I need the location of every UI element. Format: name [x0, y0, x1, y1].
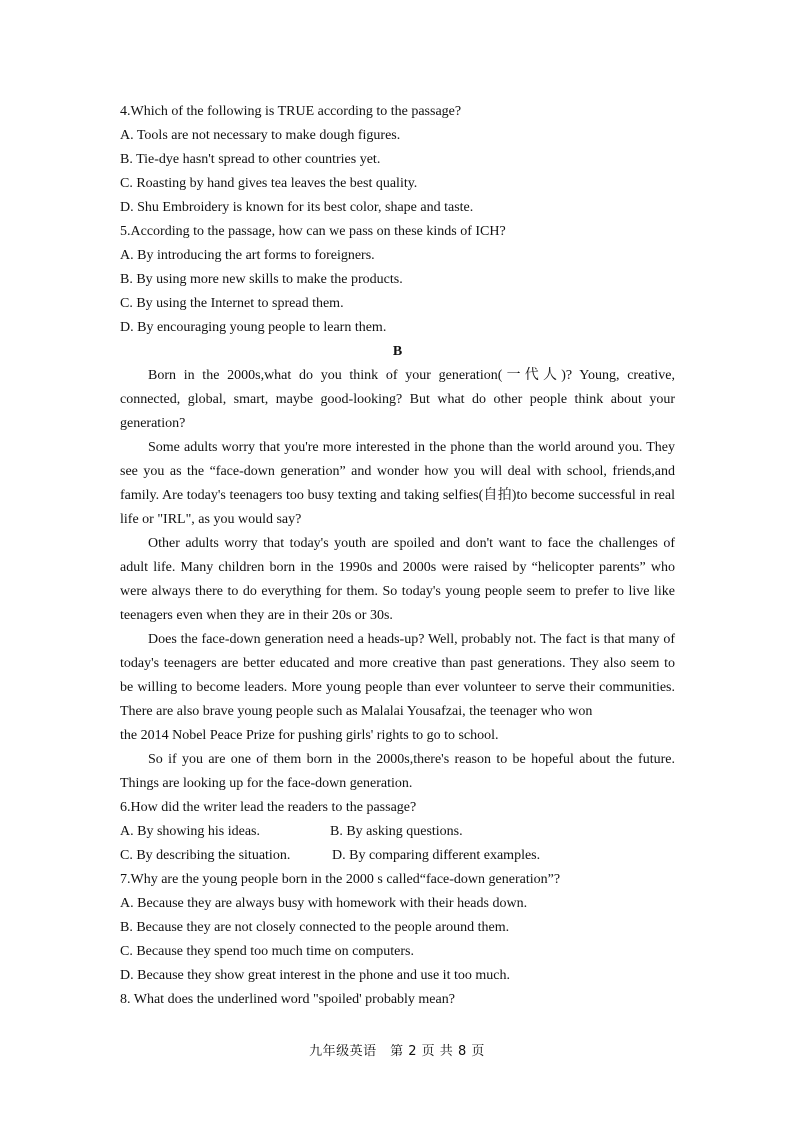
q4-option-d: D. Shu Embroidery is known for its best color, shape and taste. [120, 200, 474, 215]
q7-option-d: D. Because they show great interest in the phone and use it too much. [120, 968, 510, 983]
q5-option-d: D. By encouraging young people to learn them. [120, 320, 387, 335]
page-footer: 九年级英语 第 2 页 共 8 页 [309, 1044, 485, 1059]
q4-option-b: B. Tie-dye hasn't spread to other countries yet. [120, 152, 381, 167]
q5-option-b: B. By using more new skills to make the products. [120, 272, 403, 287]
question-7: 7.Why are the young people born in the 2000 s called“face-down generation”? [120, 872, 561, 887]
question-8: 8. What does the underlined word "spoiled' probably mean? [120, 992, 455, 1007]
question-6: 6.How did the writer lead the readers to the passage? [120, 800, 417, 815]
q5-option-c: C. By using the Internet to spread them. [120, 296, 344, 311]
section-b-heading: B [392, 344, 403, 359]
passage-paragraph-4: Does the face-down generation need a heads-up? Well, probably not. The fact is that many of today's teenagers are better educated and more creative than past generations. They also seem to be willing to become leaders. More young people than ever volunteer to serve their communities. There are also brave young people such as Malalai Yousafzai, the teenager who won [120, 632, 675, 719]
q7-option-a: A. Because they are always busy with homework with their heads down. [120, 896, 528, 911]
passage-paragraph-5: So if you are one of them born in the 2000s,there's reason to be hopeful about the future. Things are looking up for the face-down generation. [120, 752, 675, 791]
q7-option-b: B. Because they are not closely connected to the people around them. [120, 920, 510, 935]
q7-option-c: C. Because they spend too much time on computers. [120, 944, 414, 959]
passage-paragraph-1: Born in the 2000s,what do you think of your generation(一代人)? Young, creative, connected, global, smart, maybe good-looking? But what do other people think about your generation? [120, 368, 675, 431]
passage-paragraph-2: Some adults worry that you're more interested in the phone than the world around you. They see you as the “face-down generation” and wonder how you will deal with school, friends,and family. Are today's teenagers too busy texting and taking selfies(自拍)to become successful in real life or "IRL", as you would say? [120, 440, 675, 527]
q6-option-d: D. By comparing different examples. [332, 848, 541, 863]
q6-option-a: A. By showing his ideas. [120, 824, 260, 839]
exam-page-content [120, 100, 675, 1012]
q6-option-b: B. By asking questions. [330, 824, 463, 839]
q4-option-a: A. Tools are not necessary to make dough figures. [120, 128, 401, 143]
q4-option-c: C. Roasting by hand gives tea leaves the best quality. [120, 176, 418, 191]
passage-paragraph-4-continued: the 2014 Nobel Peace Prize for pushing girls' rights to go to school. [120, 728, 499, 743]
question-4: 4.Which of the following is TRUE according to the passage? [120, 104, 462, 119]
q6-option-c: C. By describing the situation. [120, 848, 291, 863]
q5-option-a: A. By introducing the art forms to foreigners. [120, 248, 375, 263]
passage-paragraph-3: Other adults worry that today's youth are spoiled and don't want to face the challenges of adult life. Many children born in the 1990s and 2000s were raised by “helicopter parents” who were always there to do everything for them. So today's young people seem to prefer to live like teenagers even when they are in their 20s or 30s. [120, 536, 675, 623]
question-5: 5.According to the passage, how can we pass on these kinds of ICH? [120, 224, 506, 239]
q6-options-row-2 [120, 844, 675, 868]
q6-options-row-1 [120, 820, 675, 844]
